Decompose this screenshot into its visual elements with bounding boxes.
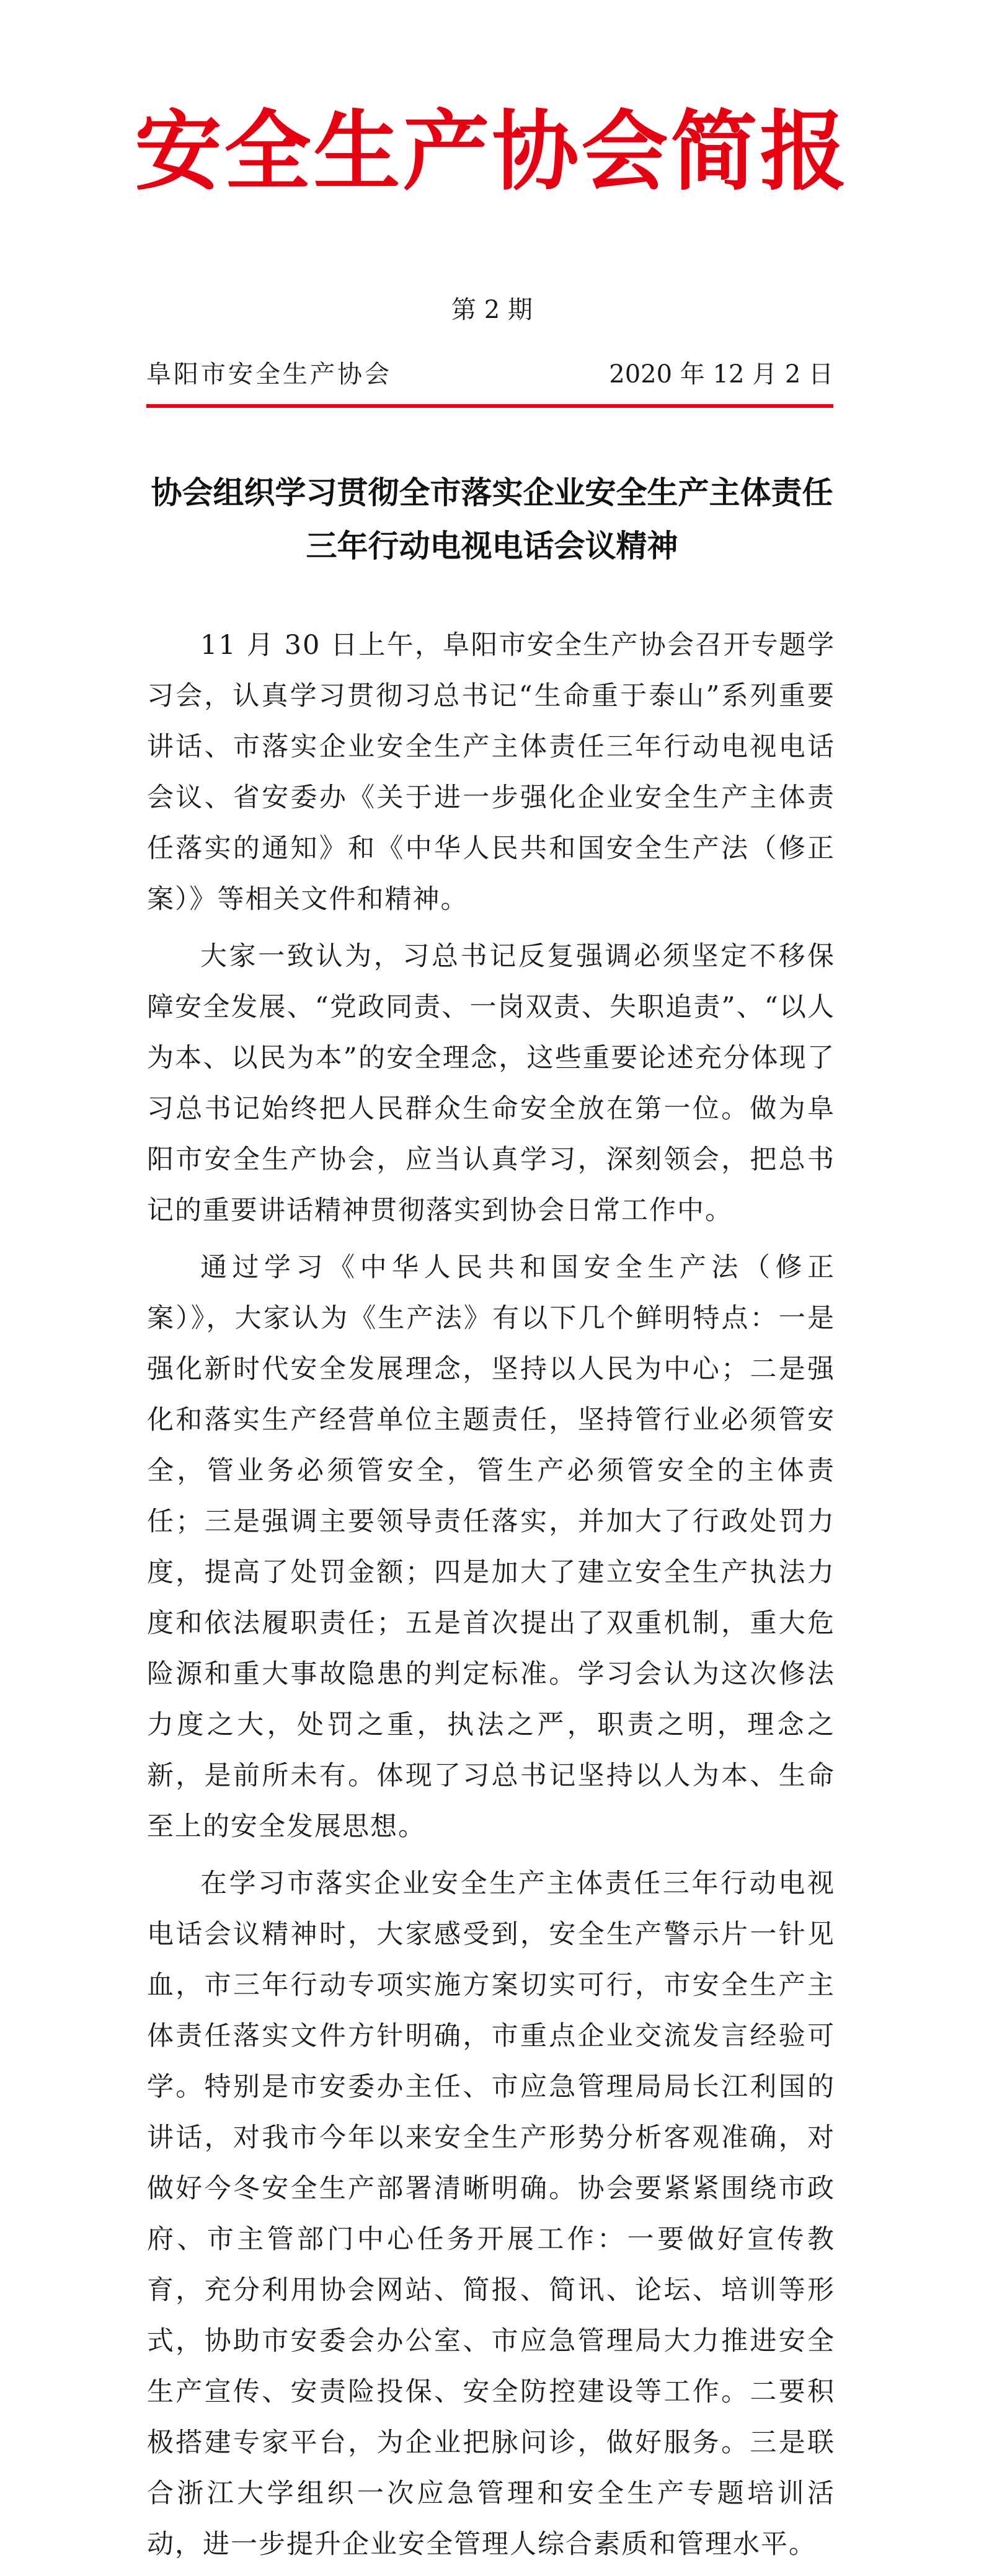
paragraph-2: 大家一致认为，习总书记反复强调必须坚定不移保障安全发展、“党政同责、一岗双责、失职追责”、“以人为本、以民为本”的安全理念，这些重要论述充分体现了习总书记始终把人民群众生命安全放在第一位。做为阜阳市安全生产协会，应当认真学习，深刻领会，把总书记的重要讲话精神贯彻落实到协会日常工作中。 [147,941,835,1226]
paragraph-1: 11 月 30 日上午，阜阳市安全生产协会召开专题学习会，认真学习贯彻习总书记“生命重于泰山”系列重要讲话、市落实企业安全生产主体责任三年行动电视电话会议、省安委办《关于进一步强化企业安全生产主体责任落实的通知》和《中华人民共和国安全生产法（修正案）》等相关文件和精神。 [147,630,835,915]
paragraph-3: 通过学习《中华人民共和国安全生产法（修正案）》，大家认为《生产法》有以下几个鲜明特点：一是强化新时代安全发展理念，坚持以人民为中心；二是强化和落实生产经营单位主题责任，坚持管行业必须管安全，管业务必须管安全，管生产必须管安全的主体责任；三是强调主要领导责任落实，并加大了行政处罚力度，提高了处罚金额；四是加大了建立安全生产执法力度和依法履职责任；五是首次提出了双重机制，重大危险源和重大事故隐患的判定标准。学习会认为这次修法力度之大，处罚之重，执法之严，职责之明，理念之新，是前所未有。体现了习总书记坚持以人为本、生命至上的安全发展思想。 [147,1252,835,1842]
headline-line-1: 协会组织学习贯彻全市落实企业安全生产主体责任 [151,474,833,511]
masthead-title: 安全生产协会简报 [135,101,849,203]
article-body [147,620,835,2576]
red-divider-rule [146,404,833,408]
publish-date: 2020 年 12 月 2 日 [609,360,833,389]
issue-number: 第 2 期 [451,296,533,324]
article-headline [112,466,872,573]
paragraph-4: 在学习市落实企业安全生产主体责任三年行动电视电话会议精神时，大家感受到，安全生产警示片一针见血，市三年行动专项实施方案切实可行，市安全生产主体责任落实文件方针明确，市重点企业交流发言经验可学。特别是市安委办主任、市应急管理局局长江利国的讲话，对我市今年以来安全生产形势分析客观准确，对做好今冬安全生产部署清晰明确。协会要紧紧围绕市政府、市主管部门中心任务开展工作：一要做好宣传教育，充分利用协会网站、简报、简讯、论坛、培训等形式，协助市安委会办公室、市应急管理局大力推进安全生产宣传、安责险投保、安全防控建设等工作。二要积极搭建专家平台，为企业把脉问诊，做好服务。三是联合浙江大学组织一次应急管理和安全生产专题培训活动，进一步提升企业安全管理人综合素质和管理水平。 [147,1868,835,2560]
meta-row [146,357,833,392]
headline-line-2: 三年行动电视电话会议精神 [306,527,678,564]
publisher-name: 阜阳市安全生产协会 [146,360,392,389]
